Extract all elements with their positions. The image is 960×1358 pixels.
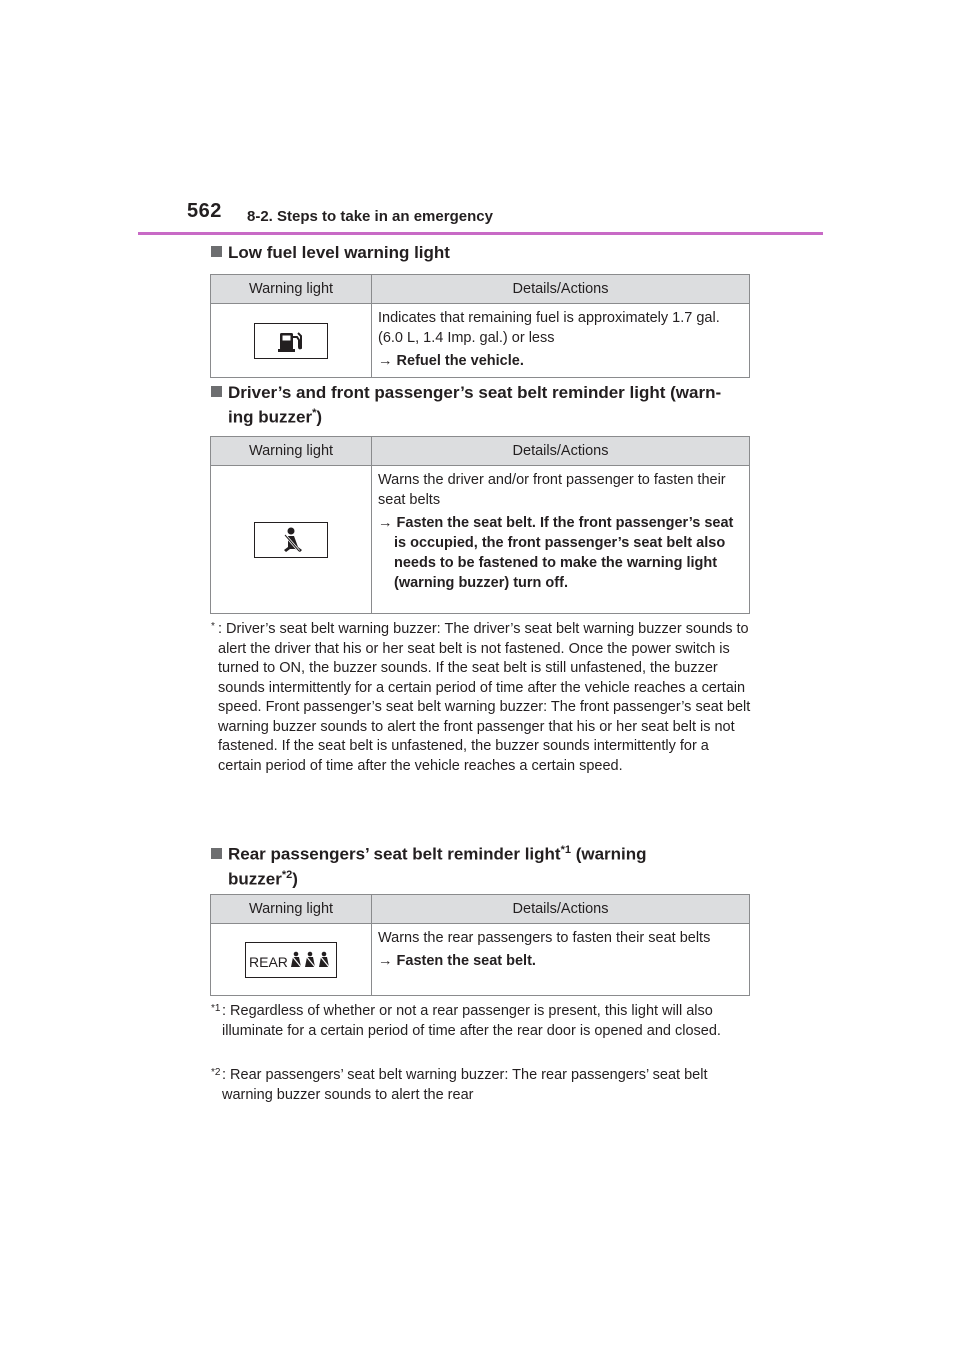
col-warning-light: Warning light bbox=[211, 437, 372, 466]
rear-seat-belt-icon bbox=[245, 942, 337, 978]
bullet-square-icon bbox=[211, 246, 222, 257]
front-seat-belt-table bbox=[210, 436, 750, 614]
page-number: 562 bbox=[187, 200, 222, 222]
front-seat-belt-description: Warns the driver and/or front passenger to fasten their seat belts bbox=[378, 472, 726, 508]
col-warning-light: Warning light bbox=[211, 275, 372, 304]
page-header bbox=[187, 200, 823, 234]
rear-seat-belt-table bbox=[210, 894, 750, 996]
footnote-star1: *1 : Regardless of whether or not a rear passenger is present, this light will also illuminate for a certain period of time after the rear door is opened and closed. bbox=[211, 1003, 721, 1039]
svg-text:REAR: REAR bbox=[249, 953, 288, 970]
col-details-actions: Details/Actions bbox=[372, 275, 750, 304]
heading-rear-seat-belt: Rear passengers’ seat belt reminder light$^{*1}$ (warning buzzer$^{*2}$) bbox=[211, 840, 647, 889]
low-fuel-action: → Refuel the vehicle. bbox=[378, 353, 524, 369]
low-fuel-table bbox=[210, 274, 750, 378]
low-fuel-description: Indicates that remaining fuel is approximately 1.7 gal. (6.0 L, 1.4 Imp. gal.) or less bbox=[378, 310, 720, 346]
heading-front-seat-belt: Driver’s and front passenger’s seat belt reminder light (warn- ing buzzer*) bbox=[211, 382, 721, 428]
fuel-pump-icon bbox=[254, 323, 328, 359]
footnote-star2: *2 : Rear passengers’ seat belt warning buzzer: The rear passengers’ seat belt warning buzzer sounds to alert the rear bbox=[211, 1067, 708, 1103]
col-warning-light: Warning light bbox=[211, 895, 372, 924]
front-seat-belt-action: → Fasten the seat belt. If the front passenger’s seat is occupied, the front passenger’s seat belt also needs to be fastened to make the warning light (warning buzzer) turn off. bbox=[378, 515, 734, 591]
seat-belt-icon bbox=[254, 522, 328, 558]
header-divider bbox=[138, 232, 823, 235]
rear-seat-belt-action: → Fasten the seat belt. bbox=[378, 953, 536, 969]
footnote-star: * : Driver’s seat belt warning buzzer: The driver’s seat belt warning buzzer sounds to alert the driver that his or her seat belt is not fastened. Once the power switch is turned to ON, the buzzer sounds. If the seat belt is still unfastened, the buzzer sounds intermittently for a certain period of time after the vehicle reaches a certain speed. Front passenger’s seat belt warning buzzer: The front passenger’s seat belt warning buzzer sounds to alert the front passenger that his or her seat belt is not fastened. If the seat belt is unfastened, the buzzer sounds intermittently for a certain period of time after the vehicle reaches a certain speed. bbox=[211, 621, 751, 774]
rear-seat-belt-description: Warns the rear passengers to fasten their seat belts bbox=[378, 930, 711, 946]
col-details-actions: Details/Actions bbox=[372, 437, 750, 466]
bullet-square-icon bbox=[211, 848, 222, 859]
col-details-actions: Details/Actions bbox=[372, 895, 750, 924]
section-title: 8-2. Steps to take in an emergency bbox=[247, 208, 493, 225]
heading-low-fuel: Low fuel level warning light bbox=[211, 242, 450, 263]
bullet-square-icon bbox=[211, 386, 222, 397]
